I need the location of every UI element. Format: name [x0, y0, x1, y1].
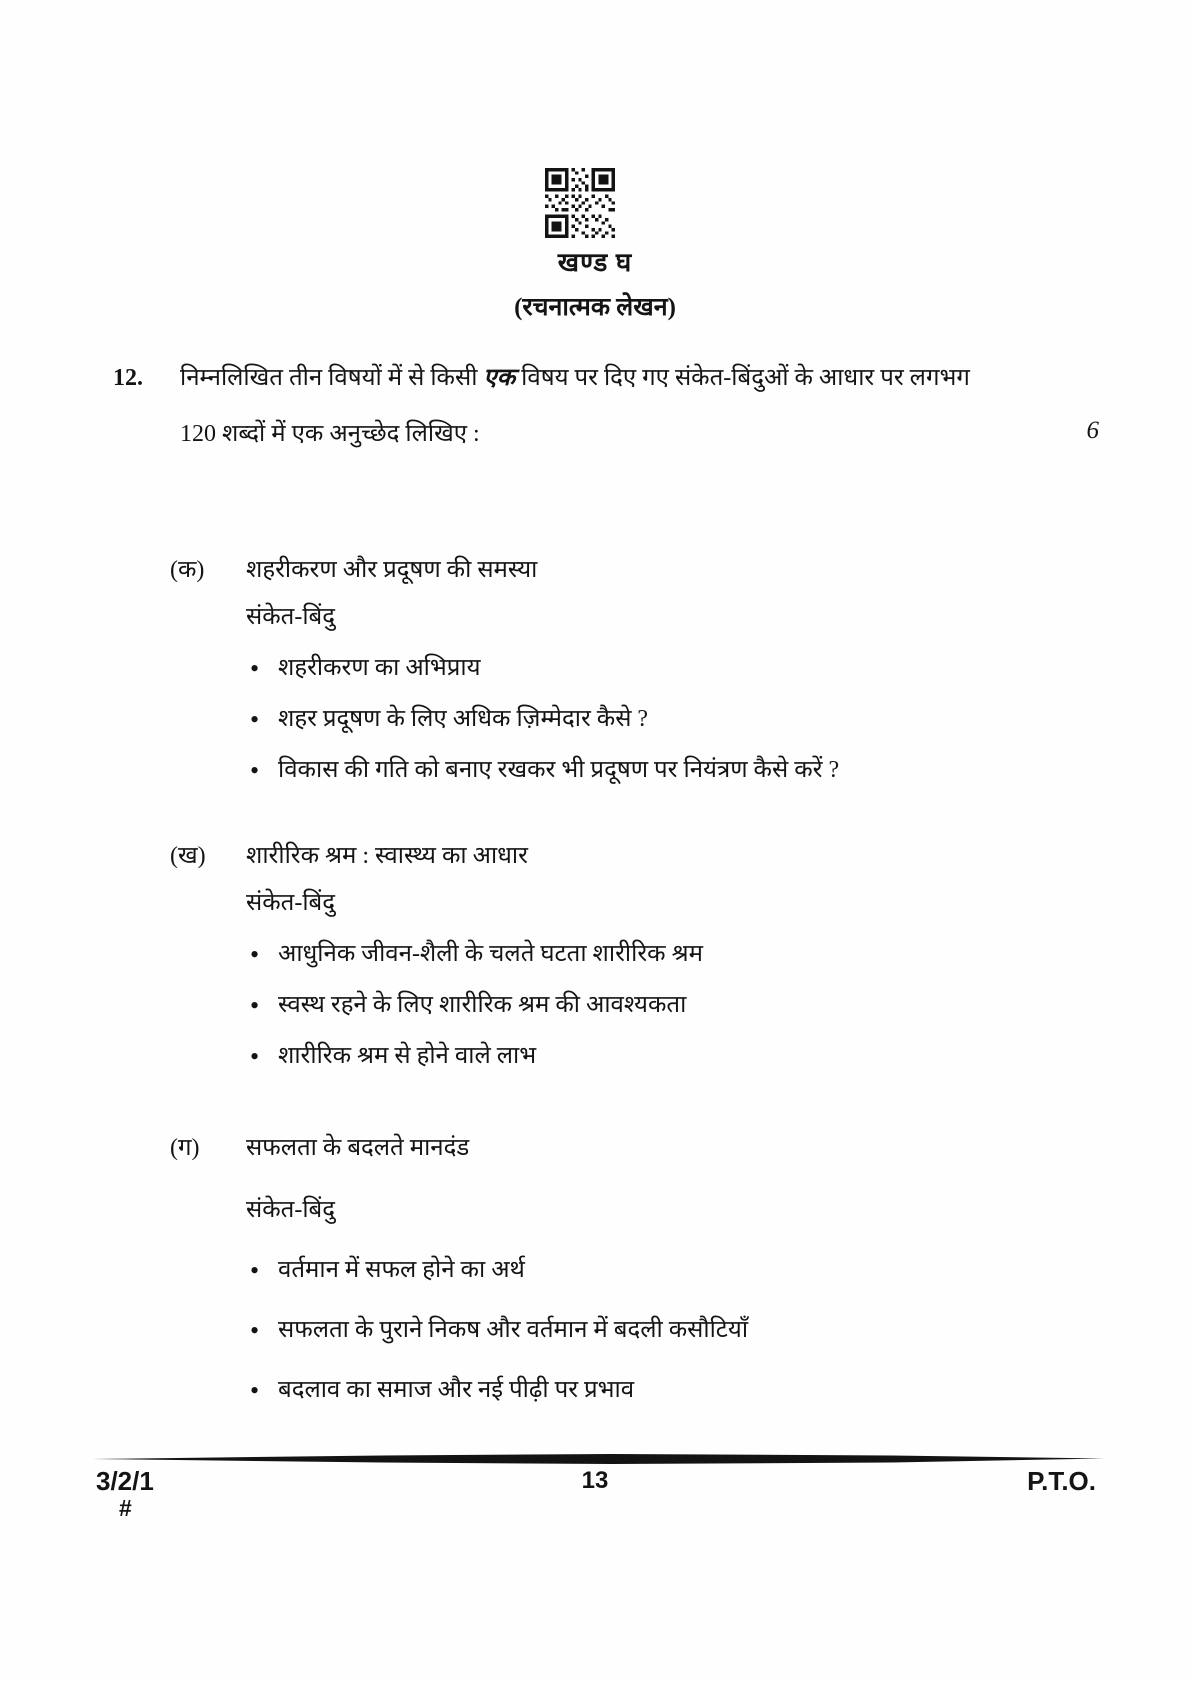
question-marks: 6: [1086, 417, 1099, 444]
option-ga-hint-label: संकेत-बिंदु: [246, 1197, 335, 1223]
option-ka: [170, 555, 1090, 785]
option-ka-label: (क): [170, 557, 205, 583]
option-ka-title: शहरीकरण और प्रदूषण की समस्या: [246, 557, 538, 583]
option-kha-points: [246, 939, 1090, 1071]
question-intro-line1: [180, 363, 1093, 393]
question-12: [113, 363, 1099, 1403]
hash-mark: #: [119, 1495, 132, 1521]
option-ga: [170, 1133, 1090, 1405]
bullet-point: • शारीरिक श्रम से होने वाले लाभ: [246, 1041, 1090, 1071]
option-ka-hint-label: संकेत-बिंदु: [246, 604, 335, 630]
option-kha-hint-label: संकेत-बिंदु: [246, 890, 335, 916]
qr-code: [545, 168, 615, 238]
option-kha-title: शारीरिक श्रम : स्वास्थ्य का आधार: [246, 843, 528, 869]
footer-divider: [92, 1452, 1104, 1464]
option-ga-label: (ग): [170, 1135, 200, 1161]
bullet-point: • वर्तमान में सफल होने का अर्थ: [246, 1255, 1090, 1285]
option-ka-points: [246, 653, 1090, 785]
option-kha-label: (ख): [170, 843, 206, 869]
question-intro-post: विषय पर दिए गए संकेत-बिंदुओं के आधार पर लगभग: [515, 365, 970, 391]
bullet-point: • आधुनिक जीवन-शैली के चलते घटता शारीरिक श्रम: [246, 939, 1090, 969]
section-subtitle: (रचनात्मक लेखन): [514, 294, 676, 321]
question-intro-line2: 120 शब्दों में एक अनुच्छेद लिखिए :: [180, 421, 480, 447]
question-intro: [180, 363, 1099, 449]
question-intro-pre: निम्नलिखित तीन विषयों में से किसी: [180, 365, 484, 391]
page-number: 13: [581, 1467, 609, 1494]
paper-code: 3/2/1: [96, 1466, 154, 1496]
option-kha: [170, 841, 1090, 1071]
bullet-point: • शहर प्रदूषण के लिए अधिक ज़िम्मेदार कैसे ?: [246, 704, 1090, 734]
page-footer: [0, 1464, 1190, 1524]
bullet-point: • शहरीकरण का अभिप्राय: [246, 653, 1090, 683]
option-ga-points: [246, 1255, 1090, 1405]
bullet-point: • बदलाव का समाज और नई पीढ़ी पर प्रभाव: [246, 1375, 1090, 1405]
section-header: [0, 243, 1190, 323]
question-intro-emphasis: एक: [483, 365, 516, 391]
question-number: 12.: [113, 365, 143, 391]
bullet-point: • स्वस्थ रहने के लिए शारीरिक श्रम की आवश्यकता: [246, 990, 1090, 1020]
option-ga-title: सफलता के बदलते मानदंड: [246, 1135, 470, 1161]
bullet-point: • विकास की गति को बनाए रखकर भी प्रदूषण पर नियंत्रण कैसे करें ?: [246, 755, 1090, 785]
bullet-point: • सफलता के पुराने निकष और वर्तमान में बदली कसौटियाँ: [246, 1315, 1090, 1345]
section-title: खण्ड घ: [557, 248, 633, 277]
pto-label: P.T.O.: [1027, 1466, 1096, 1496]
